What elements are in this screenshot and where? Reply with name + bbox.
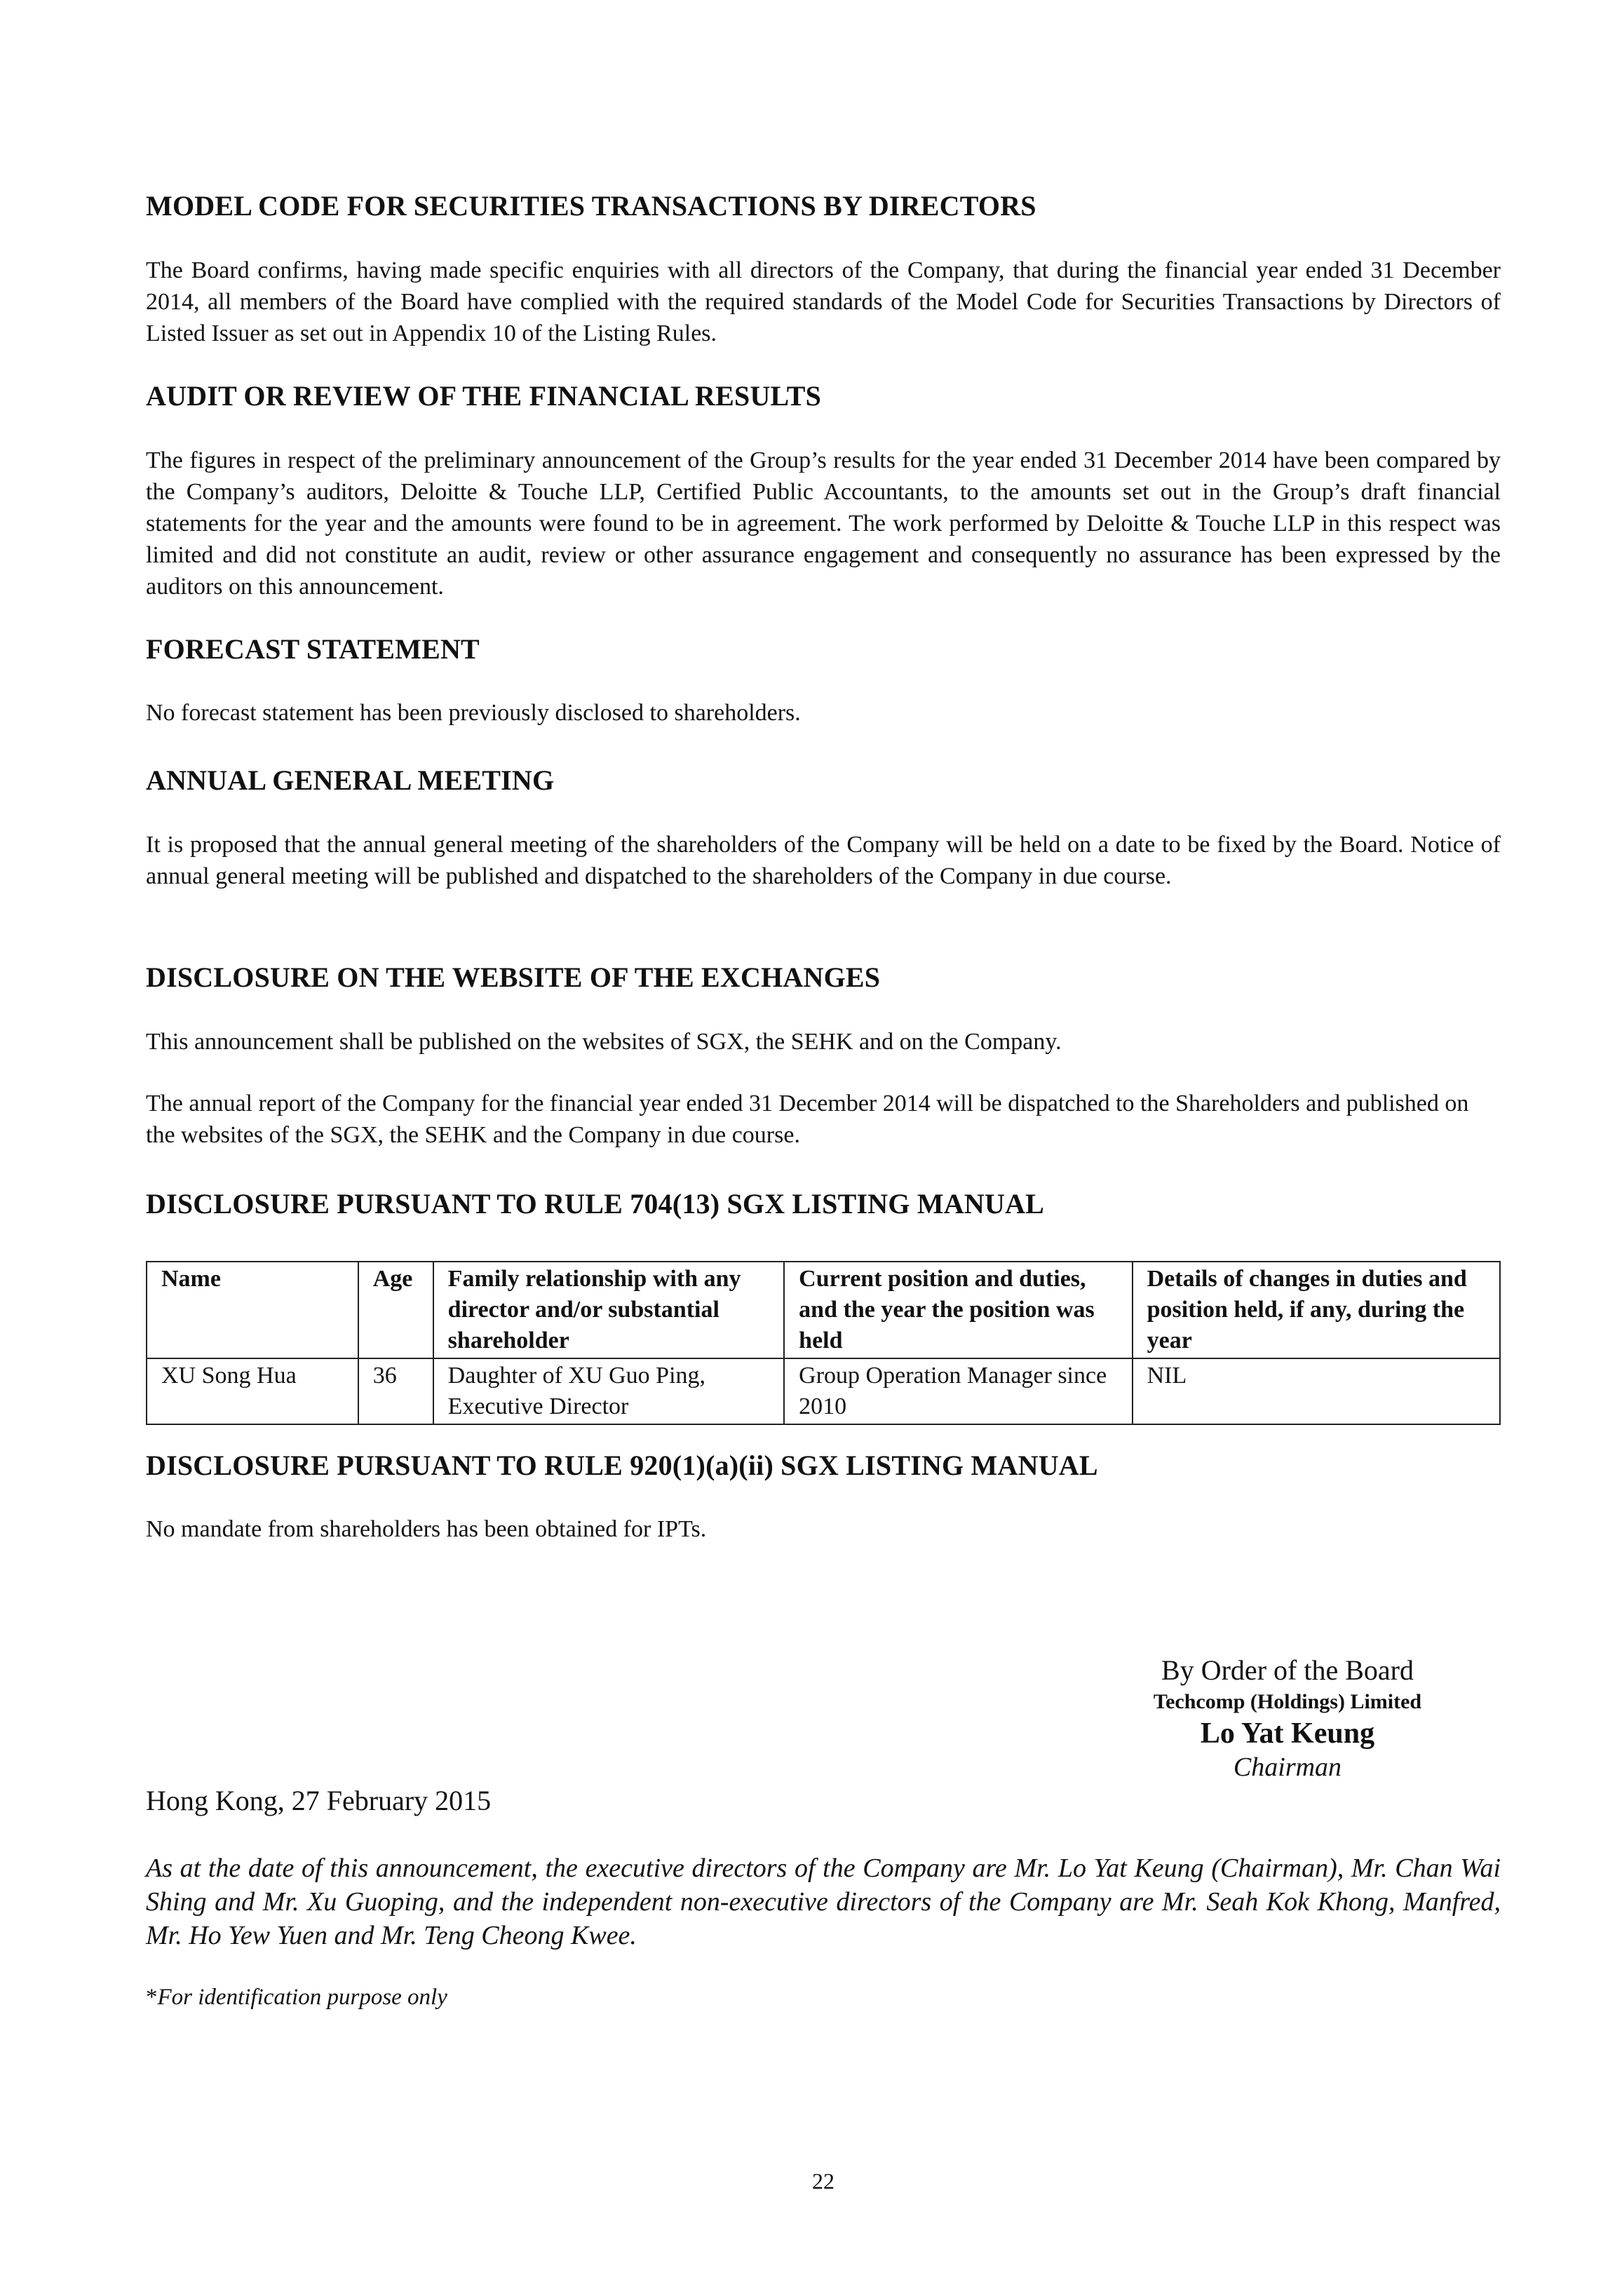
heading-annual-general-meeting: ANNUAL GENERAL MEETING [146, 764, 555, 796]
cell-details-of-changes: NIL [1133, 1358, 1500, 1424]
rule-704-table [146, 1261, 1501, 1425]
para-rule-920: No mandate from shareholders has been obtained for IPTs. [146, 1516, 707, 1542]
cell-current-position: Group Operation Manager since 2010 [784, 1358, 1132, 1424]
table-row [147, 1358, 1500, 1424]
cell-family-relationship: Daughter of XU Guo Ping, Executive Director [433, 1358, 785, 1424]
signature-name: Lo Yat Keung [1200, 1717, 1375, 1750]
table-header-row [147, 1262, 1500, 1358]
heading-model-code: MODEL CODE FOR SECURITIES TRANSACTIONS BY DIRECTORS [146, 190, 1036, 222]
document-page [146, 0, 1501, 2296]
para-website-disclosure-2: The annual report of the Company for the financial year ended 31 December 2014 will be dispatched to the Shareholders and published on the websites of the SGX, the SEHK and the Company in due course. [146, 1090, 1469, 1148]
col-header-name: Name [147, 1262, 358, 1358]
cell-name: XU Song Hua [147, 1358, 358, 1424]
col-header-family-relationship: Family relationship with any director and/or substantial shareholder [433, 1262, 785, 1358]
page-number: 22 [812, 2168, 834, 2194]
directors-note: As at the date of this announcement, the executive directors of the Company are Mr. Lo Yat Keung (Chairman), Mr. Chan Wai Shing and Mr. Xu Guoping, and the independent non-executive directors of the Company are Mr. Seah Kok Khong, Manfred, Mr. Ho Yew Yuen and Mr. Teng Cheong Kwee. [146, 1853, 1501, 1950]
signature-title: Chairman [1233, 1753, 1342, 1782]
heading-rule-920: DISCLOSURE PURSUANT TO RULE 920(1)(a)(ii) SGX LISTING MANUAL [146, 1450, 1098, 1481]
col-header-current-position: Current position and duties, and the year the position was held [784, 1262, 1132, 1358]
para-website-disclosure-1: This announcement shall be published on the websites of SGX, the SEHK and on the Company. [146, 1029, 1062, 1055]
cell-age: 36 [358, 1358, 433, 1424]
footnote-marker: * [146, 1985, 158, 2010]
para-annual-general-meeting: It is proposed that the annual general meeting of the shareholders of the Company will be held on a date to be fixed by the Board. Notice of annual general meeting will be published and dispatched to the shareholders of the Company in due course. [146, 832, 1501, 889]
para-forecast-statement: No forecast statement has been previously disclosed to shareholders. [146, 700, 801, 726]
place-and-date: Hong Kong, 27 February 2015 [146, 1785, 492, 1816]
col-header-age: Age [358, 1262, 433, 1358]
heading-audit-review: AUDIT OR REVIEW OF THE FINANCIAL RESULTS [146, 380, 822, 412]
col-header-details-of-changes: Details of changes in duties and position held, if any, during the year [1133, 1262, 1500, 1358]
signature-company: Techcomp (Holdings) Limited [1153, 1690, 1422, 1713]
heading-rule-704: DISCLOSURE PURSUANT TO RULE 704(13) SGX LISTING MANUAL [146, 1188, 1045, 1220]
heading-forecast-statement: FORECAST STATEMENT [146, 633, 480, 665]
para-audit-review: The figures in respect of the preliminary announcement of the Group’s results for the year ended 31 December 2014 have been compared by the Company’s auditors, Deloitte & Touche LLP, Certified Public Accountants, to the amounts set out in the Group’s draft financial statements for the year and the amounts were found to be in agreement. The work performed by Deloitte & Touche LLP in this respect was limited and did not constitute an audit, review or other assurance engagement and consequently no assurance has been expressed by the auditors on this announcement. [146, 447, 1501, 600]
para-model-code: The Board confirms, having made specific enquiries with all directors of the Company, that during the financial year ended 31 December 2014, all members of the Board have complied with the required standards of the Model Code for Securities Transactions by Directors of Listed Issuer as set out in Appendix 10 of the Listing Rules. [146, 257, 1501, 346]
footnote-text: For identification purpose only [157, 1985, 447, 2010]
heading-website-disclosure: DISCLOSURE ON THE WEBSITE OF THE EXCHANGES [146, 961, 881, 993]
footnote [146, 1985, 447, 2011]
signature-order: By Order of the Board [1161, 1654, 1414, 1686]
